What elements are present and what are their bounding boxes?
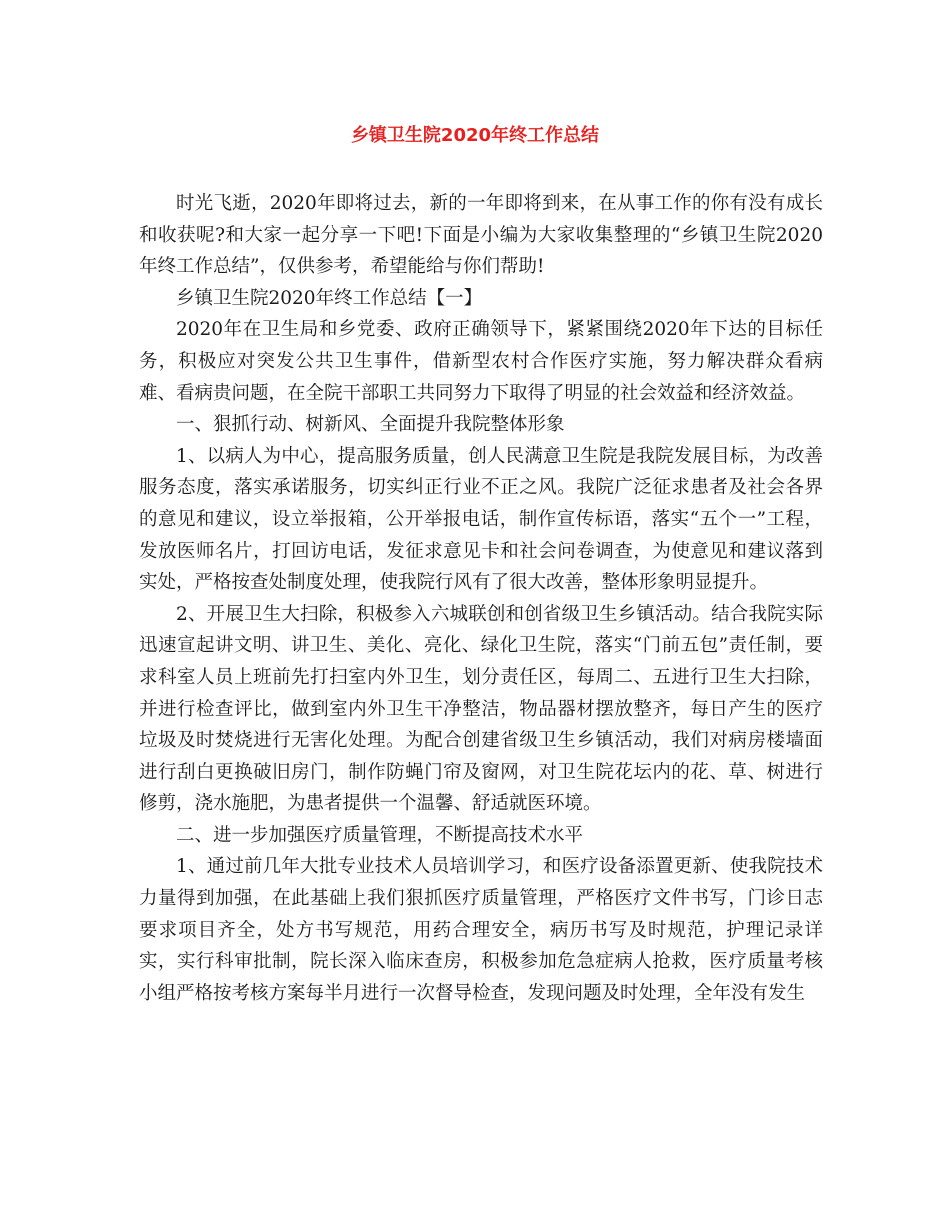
paragraph-item-1-2: 2、开展卫生大扫除，积极参入六城联创和创省级卫生乡镇活动。结合我院实际迅速宣起讲文明、讲卫生、美化、亮化、绿化卫生院，落实“门前五包”责任制，要求科室人员上班前先打扫室内外卫生，划分责任区，每周二、五进行卫生大扫除，并进行检查评比，做到室内外卫生干净整洁，物品器材摆放整齐，每日产生的医疗垃圾及时焚烧进行无害化处理。为配合创建省级卫生乡镇活动，我们对病房楼墙面进行刮白更换破旧房门，制作防蝇门帘及窗网，对卫生院花坛内的花、草、树进行修剪，浇水施肥，为患者提供一个温馨、舒适就医环境。 (139, 603, 823, 815)
paragraph-overview: 2020年在卫生局和乡党委、政府正确领导下，紧紧围绕2020年下达的目标任务，积极应对突发公共卫生事件，借新型农村合作医疗实施，努力解决群众看病难、看病贵问题，在全院干部职工共同努力下取得了明显的社会效益和经济效益。 (139, 319, 823, 404)
section-heading-1: 一、狠抓行动、树新风、全面提升我院整体形象 (176, 414, 565, 436)
paragraph-intro: 时光飞逝，2020年即将过去，新的一年即将到来，在从事工作的你有没有成长和收获呢?和大家一起分享一下吧!下面是小编为大家收集整理的“乡镇卫生院2020年终工作总结”，仅供参考，希望能给与你们帮助! (139, 193, 823, 278)
document-title: 乡镇卫生院2020年终工作总结 (350, 125, 600, 146)
document-body (139, 188, 823, 1009)
paragraph-item-1-1: 1、以病人为中心，提高服务质量，创人民满意卫生院是我院发展目标，为改善服务态度，落实承诺服务，切实纠正行业不正之风。我院广泛征求患者及社会各界的意见和建议，设立举报箱，公开举报电话，制作宣传标语，落实“五个一”工程，发放医师名片，打回访电话，发征求意见卡和社会问卷调查，为使意见和建议落到实处，严格按查处制度处理，使我院行风有了很大改善，整体形象明显提升。 (139, 445, 823, 594)
paragraph-item-2-1: 1、通过前几年大批专业技术人员培训学习，和医疗设备添置更新、使我院技术力量得到加强，在此基础上我们狠抓医疗质量管理，严格医疗文件书写，门诊日志要求项目齐全，处方书写规范，用药合理安全，病历书写及时规范，护理记录详实，实行科审批制，院长深入临床查房，积极参加危急症病人抢救，医疗质量考核小组严格按考核方案每半月进行一次督导检查，发现问题及时处理，全年没有发生 (139, 856, 823, 1004)
section-heading-2: 二、进一步加强医疗质量管理，不断提高技术水平 (176, 824, 584, 846)
section-heading-part-one: 乡镇卫生院2020年终工作总结【一】 (176, 287, 483, 309)
